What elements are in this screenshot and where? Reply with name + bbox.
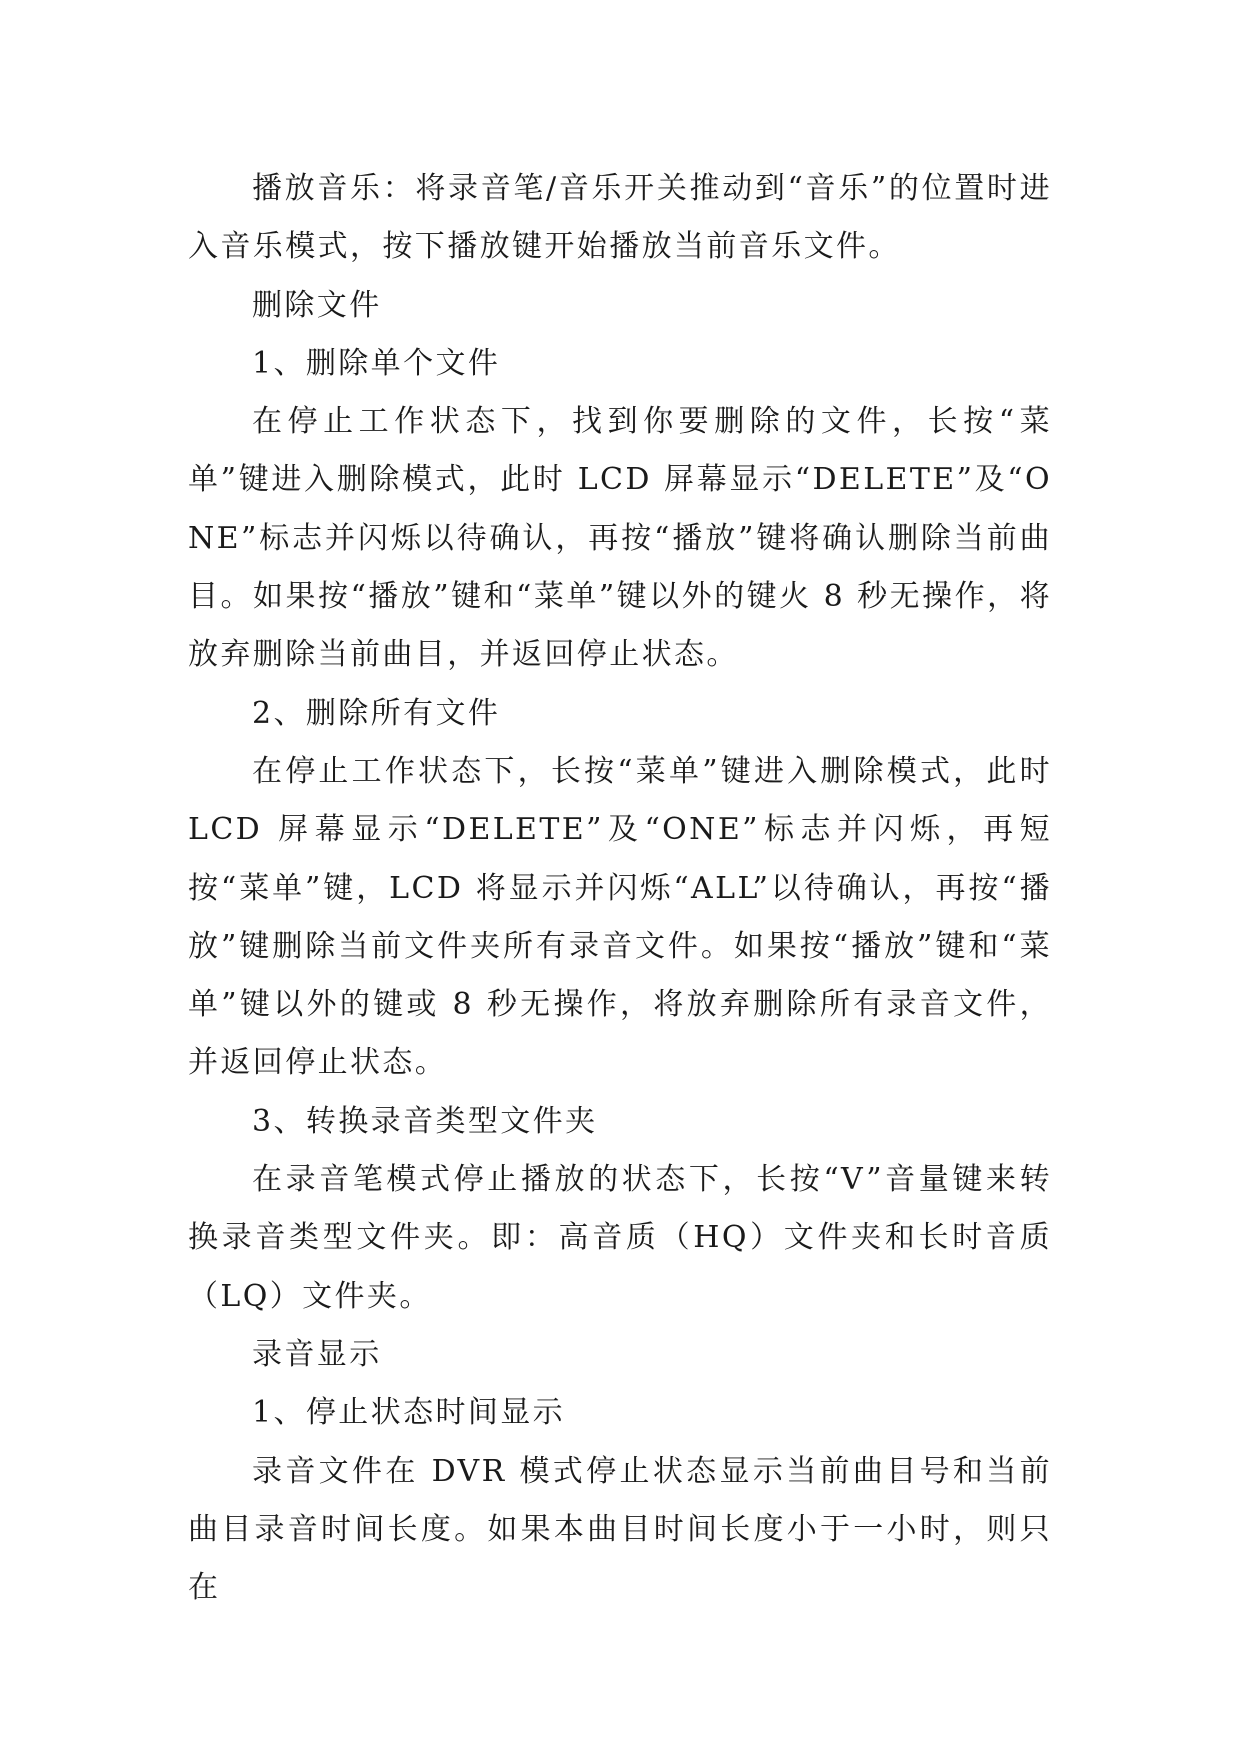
paragraph-play-music: 播放音乐：将录音笔/音乐开关推动到“音乐”的位置时进入音乐模式，按下播放键开始播放当前音乐文件。 <box>188 171 1052 265</box>
subheading-delete-all: 2、删除所有文件 <box>252 695 501 731</box>
heading-recording-display: 录音显示 <box>252 1336 382 1372</box>
document-body <box>188 160 1052 1617</box>
paragraph-delete-single: 在停止工作状态下，找到你要删除的文件，长按“菜单”键进入删除模式，此时 LCD 屏幕显示“DELETE”及“ONE”标志并闪烁以待确认，再按“播放”键将确认删除当前曲目。如果按“播放”键和“菜单”键以外的键火 8 秒无操作，将放弃删除当前曲目，并返回停止状态。 <box>188 404 1052 673</box>
paragraph-stop-time-display: 录音文件在 DVR 模式停止状态显示当前曲目号和当前曲目录音时间长度。如果本曲目时间长度小于一小时，则只在 <box>188 1453 1052 1606</box>
subheading-stop-time-display: 1、停止状态时间显示 <box>252 1395 566 1431</box>
paragraph-delete-all: 在停止工作状态下，长按“菜单”键进入删除模式，此时 LCD 屏幕显示“DELETE”及“ONE”标志并闪烁，再短按“菜单”键，LCD 将显示并闪烁“ALL”以待确认，再按“播放”键删除当前文件夹所有录音文件。如果按“播放”键和“菜单”键以外的键或 8 秒无操作，将放弃删除所有录音文件，并返回停止状态。 <box>188 753 1052 1081</box>
subheading-switch-folder: 3、转换录音类型文件夹 <box>252 1103 598 1139</box>
heading-delete-files: 删除文件 <box>252 287 382 323</box>
subheading-delete-single: 1、删除单个文件 <box>252 345 501 381</box>
paragraph-switch-folder: 在录音笔模式停止播放的状态下，长按“V”音量键来转换录音类型文件夹。即：高音质（HQ）文件夹和长时音质（LQ）文件夹。 <box>188 1162 1052 1314</box>
